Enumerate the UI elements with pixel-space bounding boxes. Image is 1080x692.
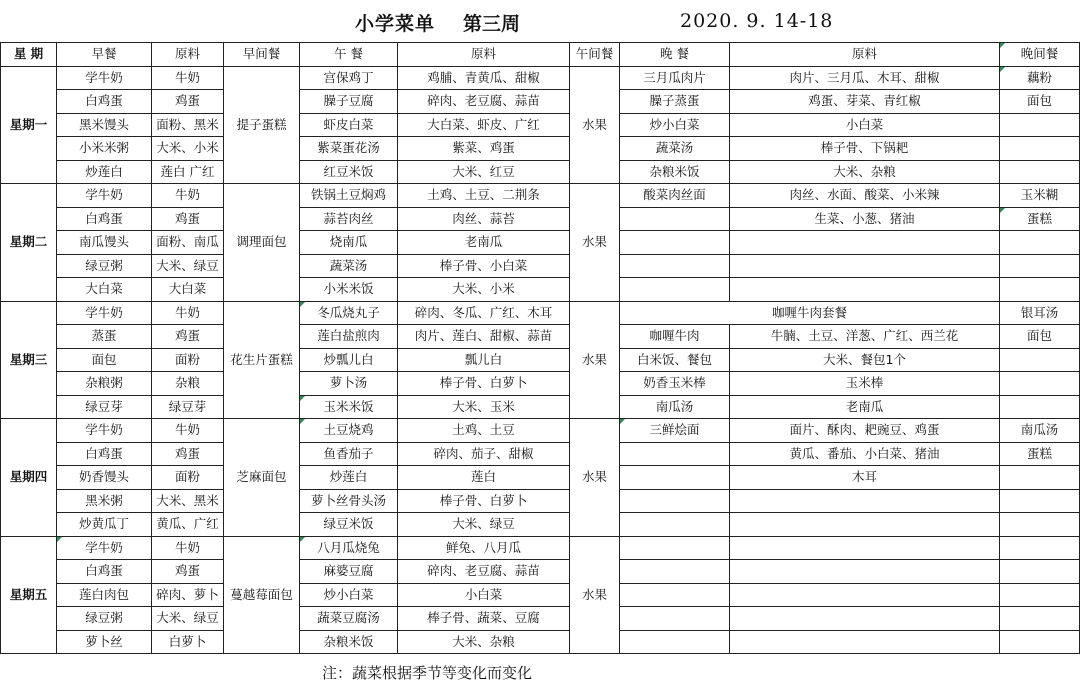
dinner-item bbox=[620, 278, 730, 302]
table-row bbox=[1, 113, 1080, 137]
table-row bbox=[1, 348, 1080, 372]
lunch-item: 小米米饭 bbox=[300, 278, 398, 302]
evening-snack: 南瓜汤 bbox=[1000, 419, 1080, 443]
dinner-ingredients: 大米、杂粮 bbox=[730, 160, 1000, 184]
morning-snack: 调理面包 bbox=[224, 184, 300, 302]
header-cell: 早间餐 bbox=[224, 43, 300, 67]
breakfast-item: 白鸡蛋 bbox=[57, 207, 152, 231]
breakfast-ingredients: 大米、小米 bbox=[152, 137, 224, 161]
lunch-item: 八月瓜烧兔 bbox=[300, 536, 398, 560]
breakfast-ingredients: 牛奶 bbox=[152, 419, 224, 443]
lunch-item: 麻婆豆腐 bbox=[300, 560, 398, 584]
breakfast-ingredients: 碎肉、萝卜 bbox=[152, 583, 224, 607]
evening-snack bbox=[1000, 630, 1080, 654]
breakfast-ingredients: 牛奶 bbox=[152, 66, 224, 90]
dinner-item: 酸菜肉丝面 bbox=[620, 184, 730, 208]
morning-snack: 提子蛋糕 bbox=[224, 66, 300, 184]
dinner-set: 咖喱牛肉套餐 bbox=[620, 301, 1000, 325]
title-bar bbox=[0, 0, 1080, 42]
breakfast-ingredients: 大米、黑米 bbox=[152, 489, 224, 513]
lunch-ingredients: 紫菜、鸡蛋 bbox=[398, 137, 570, 161]
evening-snack bbox=[1000, 583, 1080, 607]
dinner-ingredients bbox=[730, 560, 1000, 584]
breakfast-item: 炒莲白 bbox=[57, 160, 152, 184]
footnote: 注：蔬菜根据季节等变化而变化 bbox=[322, 664, 533, 682]
dinner-item bbox=[620, 607, 730, 631]
lunch-item: 炒小白菜 bbox=[300, 583, 398, 607]
evening-snack: 蛋糕 bbox=[1000, 207, 1080, 231]
lunch-ingredients: 碎肉、冬瓜、广红、木耳 bbox=[398, 301, 570, 325]
day-label: 星期二 bbox=[1, 184, 57, 302]
dinner-item: 奶香玉米棒 bbox=[620, 372, 730, 396]
dinner-ingredients: 黄瓜、番茄、小白菜、猪油 bbox=[730, 442, 1000, 466]
breakfast-item: 炒黄瓜丁 bbox=[57, 513, 152, 537]
evening-snack: 蛋糕 bbox=[1000, 442, 1080, 466]
header-cell: 星 期 bbox=[1, 43, 57, 67]
lunch-ingredients: 莲白 bbox=[398, 466, 570, 490]
breakfast-item: 学牛奶 bbox=[57, 536, 152, 560]
breakfast-ingredients: 莲白 广红 bbox=[152, 160, 224, 184]
lunch-item: 蔬菜豆腐汤 bbox=[300, 607, 398, 631]
table-row bbox=[1, 231, 1080, 255]
table-row bbox=[1, 137, 1080, 161]
lunch-item: 土豆烧鸡 bbox=[300, 419, 398, 443]
dinner-item bbox=[620, 207, 730, 231]
lunch-item: 萝卜汤 bbox=[300, 372, 398, 396]
dinner-item bbox=[620, 442, 730, 466]
header-cell: 原料 bbox=[398, 43, 570, 67]
lunch-item: 紫菜蛋花汤 bbox=[300, 137, 398, 161]
morning-snack: 芝麻面包 bbox=[224, 419, 300, 537]
dinner-item bbox=[620, 466, 730, 490]
lunch-ingredients: 大米、绿豆 bbox=[398, 513, 570, 537]
dinner-ingredients: 牛腩、土豆、洋葱、广红、西兰花 bbox=[730, 325, 1000, 349]
evening-snack bbox=[1000, 466, 1080, 490]
table-row bbox=[1, 254, 1080, 278]
evening-snack bbox=[1000, 489, 1080, 513]
lunch-ingredients: 大米、小米 bbox=[398, 278, 570, 302]
table-row bbox=[1, 419, 1080, 443]
breakfast-ingredients: 大米、绿豆 bbox=[152, 254, 224, 278]
lunch-item: 宫保鸡丁 bbox=[300, 66, 398, 90]
lunch-item: 冬瓜烧丸子 bbox=[300, 301, 398, 325]
breakfast-item: 绿豆芽 bbox=[57, 395, 152, 419]
dinner-ingredients bbox=[730, 607, 1000, 631]
table-row bbox=[1, 301, 1080, 325]
header-cell: 晚间餐 bbox=[1000, 43, 1080, 67]
lunch-ingredients: 肉片、莲白、甜椒、蒜苗 bbox=[398, 325, 570, 349]
dinner-item: 三鲜烩面 bbox=[620, 419, 730, 443]
dinner-item: 蔬菜汤 bbox=[620, 137, 730, 161]
evening-snack bbox=[1000, 395, 1080, 419]
dinner-ingredients bbox=[730, 254, 1000, 278]
dinner-item bbox=[620, 536, 730, 560]
dinner-ingredients bbox=[730, 536, 1000, 560]
table-row bbox=[1, 372, 1080, 396]
lunch-ingredients: 碎肉、老豆腐、蒜苗 bbox=[398, 560, 570, 584]
breakfast-ingredients: 面粉 bbox=[152, 348, 224, 372]
noon-snack: 水果 bbox=[570, 301, 620, 419]
breakfast-item: 杂粮粥 bbox=[57, 372, 152, 396]
breakfast-item: 学牛奶 bbox=[57, 66, 152, 90]
noon-snack: 水果 bbox=[570, 419, 620, 537]
breakfast-ingredients: 面粉 bbox=[152, 466, 224, 490]
evening-snack: 银耳汤 bbox=[1000, 301, 1080, 325]
breakfast-item: 绿豆粥 bbox=[57, 607, 152, 631]
lunch-item: 虾皮白菜 bbox=[300, 113, 398, 137]
breakfast-item: 黑米馒头 bbox=[57, 113, 152, 137]
dinner-ingredients: 肉片、三月瓜、木耳、甜椒 bbox=[730, 66, 1000, 90]
breakfast-ingredients: 鸡蛋 bbox=[152, 325, 224, 349]
evening-snack bbox=[1000, 607, 1080, 631]
breakfast-ingredients: 大米、绿豆 bbox=[152, 607, 224, 631]
breakfast-item: 莲白肉包 bbox=[57, 583, 152, 607]
dinner-ingredients: 鸡蛋、芽菜、青红椒 bbox=[730, 90, 1000, 114]
breakfast-item: 奶香馒头 bbox=[57, 466, 152, 490]
evening-snack: 面包 bbox=[1000, 90, 1080, 114]
lunch-ingredients: 棒子骨、蔬菜、豆腐 bbox=[398, 607, 570, 631]
breakfast-item: 白鸡蛋 bbox=[57, 560, 152, 584]
header-cell: 原料 bbox=[730, 43, 1000, 67]
lunch-item: 鱼香茄子 bbox=[300, 442, 398, 466]
breakfast-item: 大白菜 bbox=[57, 278, 152, 302]
dinner-ingredients bbox=[730, 231, 1000, 255]
dinner-ingredients: 木耳 bbox=[730, 466, 1000, 490]
table-row bbox=[1, 160, 1080, 184]
dinner-ingredients bbox=[730, 513, 1000, 537]
dinner-ingredients: 老南瓜 bbox=[730, 395, 1000, 419]
breakfast-ingredients: 牛奶 bbox=[152, 184, 224, 208]
morning-snack: 花生片蛋糕 bbox=[224, 301, 300, 419]
breakfast-ingredients: 鸡蛋 bbox=[152, 442, 224, 466]
header-cell: 晚 餐 bbox=[620, 43, 730, 67]
lunch-item: 杂粮米饭 bbox=[300, 630, 398, 654]
breakfast-ingredients: 黄瓜、广红 bbox=[152, 513, 224, 537]
morning-snack: 蔓越莓面包 bbox=[224, 536, 300, 654]
lunch-ingredients: 鸡脯、青黄瓜、甜椒 bbox=[398, 66, 570, 90]
evening-snack bbox=[1000, 113, 1080, 137]
dinner-ingredients bbox=[730, 583, 1000, 607]
table-row bbox=[1, 536, 1080, 560]
evening-snack bbox=[1000, 536, 1080, 560]
date-range: 2020. 9. 14-18 bbox=[680, 10, 834, 32]
header-row bbox=[1, 43, 1080, 67]
table-row bbox=[1, 395, 1080, 419]
table-row bbox=[1, 489, 1080, 513]
day-label: 星期一 bbox=[1, 66, 57, 184]
table-row bbox=[1, 325, 1080, 349]
evening-snack bbox=[1000, 254, 1080, 278]
table-row bbox=[1, 560, 1080, 584]
day-label: 星期四 bbox=[1, 419, 57, 537]
table-row bbox=[1, 513, 1080, 537]
lunch-item: 红豆米饭 bbox=[300, 160, 398, 184]
lunch-ingredients: 碎肉、茄子、甜椒 bbox=[398, 442, 570, 466]
lunch-item: 臊子豆腐 bbox=[300, 90, 398, 114]
evening-snack bbox=[1000, 348, 1080, 372]
dinner-ingredients: 生菜、小葱、猪油 bbox=[730, 207, 1000, 231]
lunch-ingredients: 肉丝、蒜苔 bbox=[398, 207, 570, 231]
breakfast-item: 绿豆粥 bbox=[57, 254, 152, 278]
lunch-item: 烧南瓜 bbox=[300, 231, 398, 255]
table-row bbox=[1, 630, 1080, 654]
dinner-ingredients bbox=[730, 489, 1000, 513]
breakfast-item: 小米米粥 bbox=[57, 137, 152, 161]
table-row bbox=[1, 442, 1080, 466]
dinner-item: 白米饭、餐包 bbox=[620, 348, 730, 372]
breakfast-ingredients: 大白菜 bbox=[152, 278, 224, 302]
table-row bbox=[1, 184, 1080, 208]
evening-snack bbox=[1000, 137, 1080, 161]
evening-snack bbox=[1000, 513, 1080, 537]
dinner-ingredients: 小白菜 bbox=[730, 113, 1000, 137]
lunch-ingredients: 鲜兔、八月瓜 bbox=[398, 536, 570, 560]
lunch-ingredients: 大米、红豆 bbox=[398, 160, 570, 184]
evening-snack bbox=[1000, 372, 1080, 396]
header-cell: 早餐 bbox=[57, 43, 152, 67]
header-cell: 午间餐 bbox=[570, 43, 620, 67]
noon-snack: 水果 bbox=[570, 66, 620, 184]
breakfast-ingredients: 面粉、南瓜 bbox=[152, 231, 224, 255]
breakfast-item: 黑米粥 bbox=[57, 489, 152, 513]
dinner-item: 南瓜汤 bbox=[620, 395, 730, 419]
lunch-ingredients: 棒子骨、白萝卜 bbox=[398, 489, 570, 513]
breakfast-ingredients: 杂粮 bbox=[152, 372, 224, 396]
table-row bbox=[1, 278, 1080, 302]
breakfast-ingredients: 鸡蛋 bbox=[152, 560, 224, 584]
evening-snack: 藕粉 bbox=[1000, 66, 1080, 90]
dinner-ingredients: 面片、酥肉、耙豌豆、鸡蛋 bbox=[730, 419, 1000, 443]
dinner-ingredients: 玉米棒 bbox=[730, 372, 1000, 396]
breakfast-ingredients: 鸡蛋 bbox=[152, 207, 224, 231]
lunch-ingredients: 大米、杂粮 bbox=[398, 630, 570, 654]
dinner-item bbox=[620, 489, 730, 513]
breakfast-item: 白鸡蛋 bbox=[57, 442, 152, 466]
header-cell: 原料 bbox=[152, 43, 224, 67]
table-row bbox=[1, 66, 1080, 90]
lunch-ingredients: 瓢儿白 bbox=[398, 348, 570, 372]
dinner-ingredients bbox=[730, 630, 1000, 654]
dinner-item: 炒小白菜 bbox=[620, 113, 730, 137]
noon-snack: 水果 bbox=[570, 536, 620, 654]
breakfast-item: 白鸡蛋 bbox=[57, 90, 152, 114]
dinner-ingredients: 大米、餐包1个 bbox=[730, 348, 1000, 372]
table-row bbox=[1, 466, 1080, 490]
breakfast-item: 萝卜丝 bbox=[57, 630, 152, 654]
lunch-item: 蒜苔肉丝 bbox=[300, 207, 398, 231]
lunch-item: 蔬菜汤 bbox=[300, 254, 398, 278]
dinner-item: 咖喱牛肉 bbox=[620, 325, 730, 349]
dinner-item bbox=[620, 583, 730, 607]
lunch-ingredients: 棒子骨、白萝卜 bbox=[398, 372, 570, 396]
dinner-ingredients: 肉丝、水面、酸菜、小米辣 bbox=[730, 184, 1000, 208]
evening-snack: 玉米糊 bbox=[1000, 184, 1080, 208]
dinner-item bbox=[620, 254, 730, 278]
dinner-item bbox=[620, 560, 730, 584]
breakfast-item: 学牛奶 bbox=[57, 184, 152, 208]
table-row bbox=[1, 583, 1080, 607]
noon-snack: 水果 bbox=[570, 184, 620, 302]
table-row bbox=[1, 207, 1080, 231]
lunch-ingredients: 土鸡、土豆 bbox=[398, 419, 570, 443]
breakfast-ingredients: 牛奶 bbox=[152, 301, 224, 325]
page-title: 小学菜单 bbox=[355, 13, 436, 35]
lunch-ingredients: 大米、玉米 bbox=[398, 395, 570, 419]
table-row bbox=[1, 90, 1080, 114]
dinner-item: 杂粮米饭 bbox=[620, 160, 730, 184]
breakfast-item: 学牛奶 bbox=[57, 301, 152, 325]
lunch-item: 炒莲白 bbox=[300, 466, 398, 490]
dinner-item bbox=[620, 231, 730, 255]
lunch-ingredients: 大白菜、虾皮、广红 bbox=[398, 113, 570, 137]
lunch-ingredients: 碎肉、老豆腐、蒜苗 bbox=[398, 90, 570, 114]
breakfast-item: 面包 bbox=[57, 348, 152, 372]
header-cell: 午 餐 bbox=[300, 43, 398, 67]
lunch-ingredients: 老南瓜 bbox=[398, 231, 570, 255]
lunch-item: 绿豆米饭 bbox=[300, 513, 398, 537]
evening-snack: 面包 bbox=[1000, 325, 1080, 349]
menu-table bbox=[0, 42, 1080, 654]
lunch-item: 玉米米饭 bbox=[300, 395, 398, 419]
lunch-ingredients: 棒子骨、小白菜 bbox=[398, 254, 570, 278]
breakfast-item: 蒸蛋 bbox=[57, 325, 152, 349]
evening-snack bbox=[1000, 278, 1080, 302]
lunch-item: 炒瓢儿白 bbox=[300, 348, 398, 372]
lunch-item: 铁锅土豆焖鸡 bbox=[300, 184, 398, 208]
day-label: 星期五 bbox=[1, 536, 57, 654]
breakfast-ingredients: 白萝卜 bbox=[152, 630, 224, 654]
dinner-item: 三月瓜肉片 bbox=[620, 66, 730, 90]
evening-snack bbox=[1000, 231, 1080, 255]
evening-snack bbox=[1000, 160, 1080, 184]
dinner-item: 臊子蒸蛋 bbox=[620, 90, 730, 114]
breakfast-ingredients: 鸡蛋 bbox=[152, 90, 224, 114]
day-label: 星期三 bbox=[1, 301, 57, 419]
lunch-item: 萝卜丝骨头汤 bbox=[300, 489, 398, 513]
week-label: 第三周 bbox=[463, 13, 521, 35]
breakfast-ingredients: 牛奶 bbox=[152, 536, 224, 560]
breakfast-ingredients: 绿豆芽 bbox=[152, 395, 224, 419]
breakfast-item: 南瓜馒头 bbox=[57, 231, 152, 255]
dinner-ingredients: 棒子骨、下锅耙 bbox=[730, 137, 1000, 161]
dinner-item bbox=[620, 630, 730, 654]
lunch-ingredients: 小白菜 bbox=[398, 583, 570, 607]
breakfast-ingredients: 面粉、黑米 bbox=[152, 113, 224, 137]
dinner-ingredients bbox=[730, 278, 1000, 302]
table-row bbox=[1, 607, 1080, 631]
lunch-ingredients: 土鸡、土豆、二荆条 bbox=[398, 184, 570, 208]
lunch-item: 莲白盐煎肉 bbox=[300, 325, 398, 349]
evening-snack bbox=[1000, 560, 1080, 584]
breakfast-item: 学牛奶 bbox=[57, 419, 152, 443]
dinner-item bbox=[620, 513, 730, 537]
